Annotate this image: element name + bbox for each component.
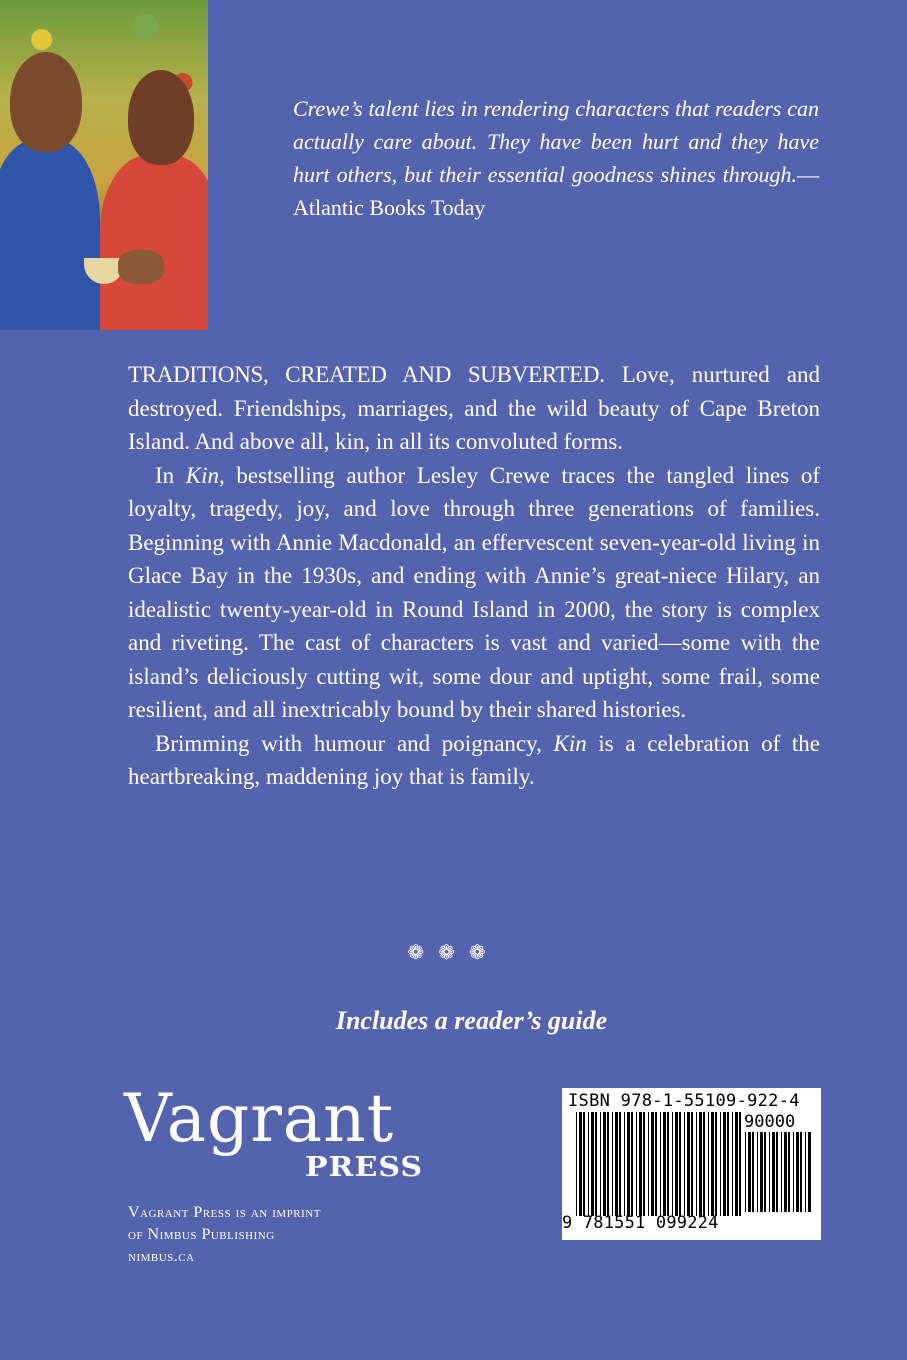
artwork-face-left bbox=[10, 52, 82, 152]
barcode-bar bbox=[788, 1132, 790, 1212]
barcode-bar bbox=[805, 1132, 806, 1212]
cover-artwork bbox=[0, 0, 208, 330]
barcode-bar bbox=[772, 1132, 775, 1212]
book-title-italic: Kin bbox=[185, 462, 220, 488]
barcode-bar bbox=[691, 1112, 693, 1216]
barcode-bar bbox=[769, 1132, 770, 1212]
barcode-bar bbox=[748, 1132, 751, 1212]
paragraph-1-text: Love, nurtured and destroyed. Friendships, marriages, and the wild beauty of Cape Breton Island. And above all, kin, in all its convoluted forms. bbox=[128, 362, 820, 454]
barcode-bar bbox=[639, 1112, 642, 1216]
barcode-bar bbox=[643, 1112, 645, 1216]
barcode-bar bbox=[739, 1112, 741, 1216]
barcode-bar bbox=[631, 1112, 633, 1216]
barcode-bar bbox=[579, 1112, 582, 1216]
barcode-bar bbox=[793, 1132, 794, 1212]
artwork-face-right bbox=[128, 70, 194, 165]
publisher-logo: Vagrant bbox=[124, 1080, 395, 1157]
barcode-bar bbox=[760, 1132, 763, 1212]
barcode-bar bbox=[583, 1112, 585, 1216]
barcode-bar bbox=[663, 1112, 666, 1216]
barcode-bar bbox=[764, 1132, 766, 1212]
isbn-barcode bbox=[562, 1088, 821, 1240]
barcode-addon-bars bbox=[745, 1132, 811, 1212]
barcode-bar bbox=[703, 1112, 705, 1216]
quote-text: Crewe’s talent lies in rendering characters that readers can actually care about. They have been hurt and they have hurt others, but their essential goodness shines through. bbox=[293, 96, 819, 187]
description-paragraph-2 bbox=[128, 459, 820, 727]
description-paragraph-1 bbox=[128, 358, 820, 459]
barcode-bar bbox=[732, 1112, 733, 1216]
barcode-bar bbox=[684, 1112, 685, 1216]
barcode-bar bbox=[648, 1112, 649, 1216]
barcode-bar bbox=[651, 1112, 654, 1216]
barcode-bar bbox=[591, 1112, 594, 1216]
book-title-italic: Kin bbox=[553, 730, 587, 756]
price-code: 90000 bbox=[744, 1112, 796, 1132]
publisher-website: nimbus.ca bbox=[128, 1248, 195, 1265]
barcode-bar bbox=[796, 1132, 799, 1212]
artwork-figure-right bbox=[100, 155, 208, 330]
barcode-bar bbox=[636, 1112, 637, 1216]
barcode-bar bbox=[612, 1112, 613, 1216]
paragraph-3-text: is a celebration of the heartbreaking, maddening joy that is family. bbox=[128, 730, 820, 789]
paragraph-2-pre: In bbox=[155, 462, 186, 488]
barcode-bar bbox=[800, 1132, 802, 1212]
barcode-bar bbox=[603, 1112, 606, 1216]
barcode-bar bbox=[723, 1112, 726, 1216]
barcode-bar bbox=[687, 1112, 690, 1216]
artwork-hands bbox=[118, 250, 164, 284]
paragraph-3-pre: Brimming with humour and poignancy, bbox=[155, 730, 554, 756]
barcode-bar bbox=[675, 1112, 678, 1216]
barcode-bar bbox=[735, 1112, 738, 1216]
imprint-info bbox=[128, 1202, 428, 1268]
barcode-bar bbox=[624, 1112, 625, 1216]
barcode-bar bbox=[595, 1112, 597, 1216]
barcode-bar bbox=[776, 1132, 778, 1212]
publisher-logo-press: PRESS bbox=[305, 1151, 424, 1184]
barcode-bar bbox=[672, 1112, 673, 1216]
barcode-bar bbox=[615, 1112, 618, 1216]
barcode-bar bbox=[679, 1112, 681, 1216]
barcode-bar bbox=[781, 1132, 782, 1212]
barcode-bar bbox=[655, 1112, 657, 1216]
book-description bbox=[128, 358, 820, 794]
barcode-bar bbox=[752, 1132, 754, 1212]
barcode-bar bbox=[715, 1112, 717, 1216]
artwork-figure-left bbox=[0, 140, 100, 330]
barcode-bar bbox=[699, 1112, 702, 1216]
lead-caps: TRADITIONS, CREATED AND SUBVERTED. bbox=[128, 362, 605, 387]
readers-guide-note: Includes a reader’s guide bbox=[335, 1006, 608, 1035]
barcode-bar bbox=[720, 1112, 721, 1216]
barcode-bars bbox=[576, 1112, 742, 1216]
barcode-bar bbox=[660, 1112, 661, 1216]
barcode-bar bbox=[745, 1132, 746, 1212]
review-quote bbox=[293, 92, 819, 224]
barcode-bar bbox=[619, 1112, 621, 1216]
isbn-label: ISBN 978-1-55109-922-4 bbox=[568, 1091, 800, 1111]
barcode-bar bbox=[784, 1132, 787, 1212]
barcode-bar bbox=[667, 1112, 669, 1216]
barcode-bar bbox=[711, 1112, 714, 1216]
imprint-line-1: Vagrant Press is an imprint bbox=[128, 1204, 321, 1221]
imprint-line-2: of Nimbus Publishing bbox=[128, 1226, 275, 1243]
barcode-digits: 9 781551 099224 bbox=[562, 1213, 719, 1233]
barcode-bar bbox=[607, 1112, 609, 1216]
flower-ornaments: ❁❁❁ bbox=[407, 942, 500, 964]
barcode-bar bbox=[627, 1112, 630, 1216]
barcode-bar bbox=[600, 1112, 601, 1216]
barcode-bar bbox=[727, 1112, 729, 1216]
quote-source: —Atlantic Books Today bbox=[293, 162, 819, 220]
paragraph-2-text: , bestselling author Lesley Crewe traces the tangled lines of loyalty, tragedy, joy, and love through three generations of families. Beginning with Annie Macdonald, an effervescent seven-year-old living in Glace Bay in the 1930s, and ending with Annie’s great-niece Hilary, an idealistic twenty-year-old in Round Island in 2000, the story is complex and riveting. The cast of characters is vast and varied—some with the island’s deliciously cutting wit, some dour and uptight, some frail, some resilient, and all inextricably bound by their shared histories. bbox=[128, 462, 820, 722]
description-paragraph-3 bbox=[128, 727, 820, 794]
barcode-bar bbox=[708, 1112, 709, 1216]
barcode-bar bbox=[588, 1112, 589, 1216]
barcode-bar bbox=[696, 1112, 697, 1216]
barcode-bar bbox=[757, 1132, 758, 1212]
barcode-bar bbox=[808, 1132, 811, 1212]
barcode-bar bbox=[576, 1112, 577, 1216]
